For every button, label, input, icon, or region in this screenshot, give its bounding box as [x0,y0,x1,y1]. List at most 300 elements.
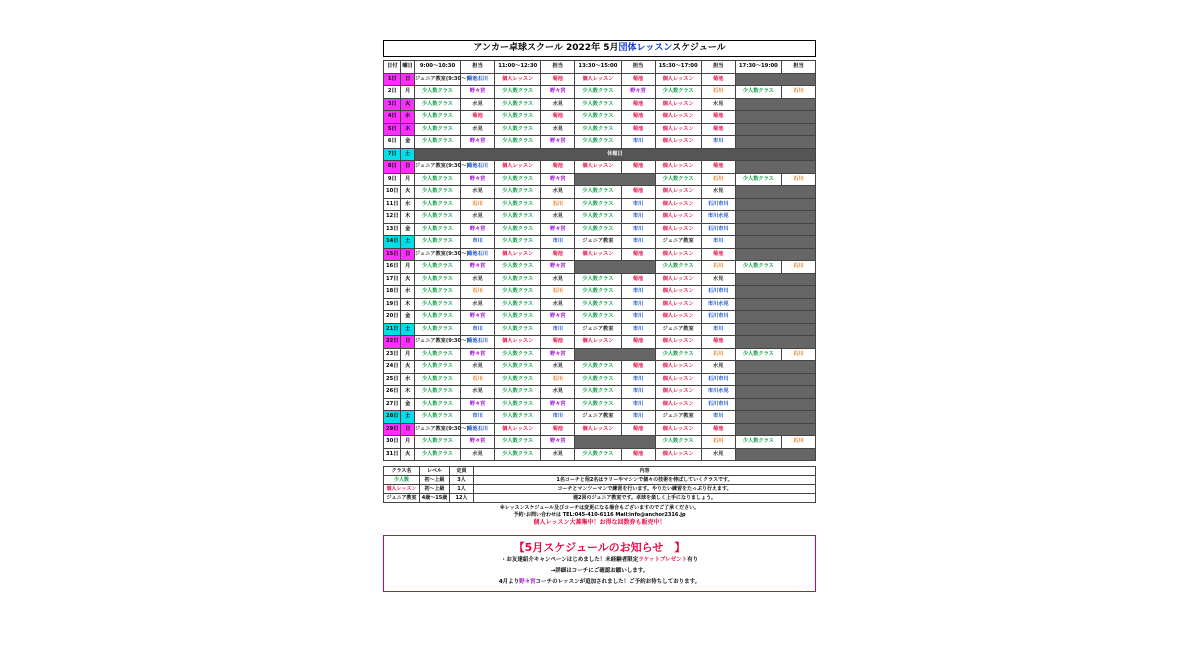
class-cell: 少人数クラス [655,261,701,274]
teacher-cell: 市川 [621,286,655,299]
class-cell: 少人数クラス [575,86,621,99]
teacher-cell: 菊池石川 [461,248,495,261]
class-cell: 個人レッスン [655,311,701,324]
teacher-cell: 菊池 [541,248,575,261]
col-header: 担当 [461,61,495,74]
legend-table [383,466,816,503]
col-header: 担当 [782,61,816,74]
weekday-cell: 日 [401,161,414,174]
class-cell: 少人数クラス [495,211,541,224]
class-cell: 個人レッスン [655,123,701,136]
class-cell: 少人数クラス [495,111,541,124]
class-cell: 個人レッスン [655,111,701,124]
teacher-cell: 市川 [461,236,495,249]
teacher-cell: 石川 [782,86,816,99]
empty-slot [735,186,815,199]
schedule-row [384,223,816,236]
date-cell: 12日 [384,211,401,224]
schedule-row [384,198,816,211]
class-cell: 少人数クラス [495,311,541,324]
class-cell: 少人数クラス [414,436,460,449]
col-header: 担当 [621,61,655,74]
class-cell: 個人レッスン [575,73,621,86]
date-cell: 24日 [384,361,401,374]
teacher-cell: 石川市川 [701,223,735,236]
date-cell: 27日 [384,398,401,411]
teacher-cell: 菊池石川 [461,161,495,174]
schedule-row [384,298,816,311]
teacher-cell: 水見 [541,298,575,311]
teacher-cell: 菊池 [621,186,655,199]
class-cell: 少人数クラス [575,123,621,136]
schedule-row [384,98,816,111]
legend-capacity: 12人 [450,494,474,503]
class-cell: 少人数クラス [495,436,541,449]
class-cell: 少人数クラス [495,273,541,286]
weekday-cell: 火 [401,361,414,374]
weekday-cell: 火 [401,273,414,286]
teacher-cell: 石川市川 [701,398,735,411]
teacher-cell: 野々宮 [541,86,575,99]
class-cell: 少人数クラス [735,86,781,99]
class-cell: ジュニア教室(9:30〜) [414,73,460,86]
class-cell: 少人数クラス [495,386,541,399]
teacher-cell: 石川 [461,373,495,386]
class-cell: 個人レッスン [495,423,541,436]
schedule-row [384,236,816,249]
notice-title: 【5月スケジュールのお知らせ 】 [513,541,686,554]
schedule-row [384,173,816,186]
teacher-cell: 菊池 [701,123,735,136]
class-cell: 個人レッスン [655,198,701,211]
class-cell: 少人数クラス [495,261,541,274]
teacher-cell: 菊池 [701,111,735,124]
date-cell: 14日 [384,236,401,249]
teacher-cell: 水見 [461,211,495,224]
teacher-cell: 石川 [461,286,495,299]
teacher-cell: 石川 [782,173,816,186]
weekday-cell: 月 [401,261,414,274]
notice-line-campaign: ・お友達紹介キャンペーンはじめました！未経験者限定ラケットプレゼント有り [500,557,699,563]
schedule-row [384,436,816,449]
schedule-row [384,111,816,124]
weekday-cell: 日 [401,423,414,436]
legend-row [384,476,816,485]
date-cell: 3日 [384,98,401,111]
weekday-cell: 日 [401,73,414,86]
teacher-cell: 石川 [782,348,816,361]
col-header: 9:00〜10:30 [414,61,460,74]
class-cell: 少人数クラス [575,98,621,111]
schedule-row [384,73,816,86]
teacher-cell: 菊池 [541,336,575,349]
weekday-cell: 火 [401,98,414,111]
class-cell: 少人数クラス [575,186,621,199]
class-cell: 少人数クラス [414,236,460,249]
weekday-cell: 月 [401,436,414,449]
weekday-cell: 水 [401,286,414,299]
teacher-cell: 市川 [621,411,655,424]
class-cell: 少人数クラス [414,111,460,124]
class-cell: 少人数クラス [575,136,621,149]
empty-slot [735,273,815,286]
teacher-cell: 水見 [461,448,495,461]
teacher-cell: 菊池 [621,98,655,111]
teacher-cell: 水見 [541,273,575,286]
class-cell: 少人数クラス [495,236,541,249]
date-cell: 13日 [384,223,401,236]
class-cell: 個人レッスン [495,248,541,261]
empty-slot [735,161,815,174]
teacher-cell: 水見 [541,186,575,199]
weekday-cell: 木 [401,386,414,399]
col-header: 11:00〜12:30 [495,61,541,74]
class-cell: 個人レッスン [655,248,701,261]
class-cell: 少人数クラス [414,286,460,299]
schedule-title: アンカー卓球スクール 2022年 5月団体レッスンスケジュール [383,40,816,57]
schedule-row [384,361,816,374]
teacher-cell: 水見 [701,186,735,199]
class-cell: 少人数クラス [495,323,541,336]
date-cell: 1日 [384,73,401,86]
class-cell: ジュニア教室 [655,236,701,249]
schedule-row [384,373,816,386]
class-cell: 個人レッスン [655,273,701,286]
teacher-cell: 市川 [621,236,655,249]
empty-slot [735,386,815,399]
date-cell: 23日 [384,348,401,361]
teacher-cell: 水見 [461,361,495,374]
schedule-row [384,323,816,336]
empty-slot [735,423,815,436]
teacher-cell: 菊池 [621,448,655,461]
teacher-cell: 市川 [621,198,655,211]
schedule-row [384,211,816,224]
class-cell: 少人数クラス [414,323,460,336]
date-cell: 19日 [384,298,401,311]
teacher-cell: 石川市川 [701,311,735,324]
empty-slot [735,198,815,211]
teacher-cell: 菊池 [701,73,735,86]
teacher-cell: 石川 [541,198,575,211]
class-cell: 少人数クラス [414,373,460,386]
date-cell: 31日 [384,448,401,461]
schedule-row [384,286,816,299]
class-cell: 少人数クラス [495,361,541,374]
date-cell: 8日 [384,161,401,174]
teacher-cell: 市川 [621,373,655,386]
class-cell: 個人レッスン [655,336,701,349]
empty-slot [735,73,815,86]
teacher-cell: 野々宮 [541,223,575,236]
teacher-cell: 菊池 [621,111,655,124]
teacher-cell: 菊池 [621,273,655,286]
teacher-cell: 野々宮 [541,311,575,324]
col-header: 15:30〜17:00 [655,61,701,74]
empty-slot [735,411,815,424]
empty-slot [575,348,655,361]
weekday-cell: 火 [401,186,414,199]
class-cell: ジュニア教室 [575,236,621,249]
class-cell: 個人レッスン [655,386,701,399]
date-cell: 16日 [384,261,401,274]
class-cell: 個人レッスン [575,161,621,174]
class-cell: 個人レッスン [655,211,701,224]
teacher-cell: 市川 [621,211,655,224]
class-cell: ジュニア教室(9:30〜) [414,336,460,349]
teacher-cell: 石川 [701,261,735,274]
empty-slot [575,173,655,186]
class-cell: ジュニア教室 [575,411,621,424]
class-cell: 少人数クラス [414,173,460,186]
class-cell: 少人数クラス [575,198,621,211]
teacher-cell: 石川市川 [701,373,735,386]
teacher-cell: 市川 [621,323,655,336]
class-cell: 少人数クラス [495,411,541,424]
empty-slot [735,286,815,299]
teacher-cell: 水見 [461,98,495,111]
teacher-cell: 菊池 [621,161,655,174]
teacher-cell: 菊池 [461,111,495,124]
legend-header: レベル [420,467,450,476]
class-cell: 少人数クラス [495,348,541,361]
teacher-cell: 菊池 [701,423,735,436]
date-cell: 17日 [384,273,401,286]
legend-row [384,485,816,494]
weekday-cell: 木 [401,123,414,136]
teacher-cell: 菊池 [621,73,655,86]
schedule-row [384,248,816,261]
notice-line-detail: →詳細はコーチにご確認お願いします。 [550,568,649,574]
note-contact: 予約･お問い合わせは TEL:045-410-6116 Mail:info@anchor2316.jp [513,512,686,518]
schedule-document [383,40,816,526]
legend-class-name: 個人レッスン [384,485,420,494]
schedule-row [384,148,816,161]
schedule-row [384,186,816,199]
class-cell: 少人数クラス [495,286,541,299]
teacher-cell: 石川 [701,348,735,361]
legend-capacity: 3人 [450,476,474,485]
legend-level: 初〜上級 [420,485,450,494]
class-cell: 少人数クラス [414,123,460,136]
date-cell: 29日 [384,423,401,436]
teacher-cell: 水見 [701,361,735,374]
empty-slot [735,248,815,261]
weekday-cell: 木 [401,211,414,224]
class-cell: 個人レッスン [655,373,701,386]
col-header: 13:30〜15:00 [575,61,621,74]
teacher-cell: 市川 [621,311,655,324]
teacher-cell: 石川 [782,436,816,449]
teacher-cell: 水見 [541,211,575,224]
empty-slot [575,261,655,274]
class-cell: 少人数クラス [655,173,701,186]
teacher-cell: 水見 [461,123,495,136]
teacher-cell: 菊池石川 [461,73,495,86]
empty-slot [735,398,815,411]
weekday-cell: 金 [401,223,414,236]
class-cell: ジュニア教室(9:30〜) [414,161,460,174]
schedule-header-row [384,61,816,74]
schedule-row [384,448,816,461]
class-cell: 少人数クラス [414,261,460,274]
legend-class-name: 少人数 [384,476,420,485]
class-cell: ジュニア教室(9:30〜) [414,248,460,261]
weekday-cell: 金 [401,398,414,411]
date-cell: 4日 [384,111,401,124]
empty-slot [735,373,815,386]
teacher-cell: 野々宮 [541,398,575,411]
class-cell: 個人レッスン [655,361,701,374]
class-cell: 個人レッスン [655,298,701,311]
teacher-cell: 水見 [541,448,575,461]
class-cell: 少人数クラス [414,411,460,424]
teacher-cell: 菊池 [621,248,655,261]
class-cell: 少人数クラス [414,298,460,311]
col-header: 日付 [384,61,401,74]
schedule-table [383,60,816,461]
note-promo: 個人レッスン大募集中！お得な回数券も販売中！ [533,519,666,526]
teacher-cell: 石川 [461,198,495,211]
class-cell: 個人レッスン [495,73,541,86]
class-cell: 少人数クラス [495,123,541,136]
weekday-cell: 木 [401,298,414,311]
empty-slot [735,336,815,349]
teacher-cell: 水見 [461,186,495,199]
teacher-cell: 市川 [541,236,575,249]
weekday-cell: 水 [401,373,414,386]
notice-box [383,535,816,592]
date-cell: 18日 [384,286,401,299]
teacher-cell: 野々宮 [621,86,655,99]
weekday-cell: 金 [401,136,414,149]
legend-level: 4歳〜15歳 [420,494,450,503]
legend-header: 内容 [474,467,816,476]
teacher-cell: 石川 [701,86,735,99]
schedule-body [384,73,816,461]
teacher-cell: 水見 [541,123,575,136]
class-cell: 少人数クラス [575,298,621,311]
empty-slot [735,136,815,149]
class-cell: 少人数クラス [414,223,460,236]
weekday-cell: 月 [401,173,414,186]
col-header: 曜日 [401,61,414,74]
empty-slot [735,111,815,124]
class-cell: 少人数クラス [575,111,621,124]
class-cell: 少人数クラス [655,436,701,449]
teacher-cell: 石川 [701,436,735,449]
class-cell: 個人レッスン [495,336,541,349]
teacher-cell: 市川 [701,236,735,249]
legend-header: 定員 [450,467,474,476]
teacher-cell: 野々宮 [461,173,495,186]
date-cell: 28日 [384,411,401,424]
weekday-cell: 金 [401,311,414,324]
teacher-cell: 菊池 [541,423,575,436]
class-cell: 少人数クラス [575,386,621,399]
class-cell: 少人数クラス [414,98,460,111]
date-cell: 2日 [384,86,401,99]
teacher-cell: 菊池 [621,336,655,349]
teacher-cell: 水見 [701,273,735,286]
class-cell: 少人数クラス [495,448,541,461]
class-cell: 少人数クラス [655,86,701,99]
teacher-cell: 水見 [461,386,495,399]
teacher-cell: 菊池 [541,161,575,174]
teacher-cell: 市川 [541,323,575,336]
teacher-cell: 菊池 [541,73,575,86]
teacher-cell: 野々宮 [541,173,575,186]
date-cell: 6日 [384,136,401,149]
empty-slot [735,323,815,336]
class-cell: ジュニア教室 [655,411,701,424]
schedule-row [384,423,816,436]
teacher-cell: 市川 [701,411,735,424]
schedule-row [384,348,816,361]
notes [383,505,816,526]
schedule-row [384,411,816,424]
class-cell: 少人数クラス [414,361,460,374]
empty-slot [735,123,815,136]
class-cell: 少人数クラス [414,311,460,324]
empty-slot [735,311,815,324]
legend-capacity: 1人 [450,485,474,494]
closed-cell: 休館日 [414,148,815,161]
class-cell: 少人数クラス [735,348,781,361]
empty-slot [735,298,815,311]
teacher-cell: 水見 [461,273,495,286]
class-cell: 少人数クラス [495,198,541,211]
schedule-row [384,386,816,399]
class-cell: ジュニア教室 [655,323,701,336]
schedule-row [384,86,816,99]
teacher-cell: 野々宮 [461,136,495,149]
teacher-cell: 菊池 [701,248,735,261]
date-cell: 30日 [384,436,401,449]
teacher-cell: 石川 [782,261,816,274]
teacher-cell: 市川 [621,398,655,411]
teacher-cell: 水見 [701,98,735,111]
col-header: 担当 [701,61,735,74]
schedule-row [384,398,816,411]
date-cell: 20日 [384,311,401,324]
class-cell: 少人数クラス [495,398,541,411]
class-cell: 少人数クラス [575,373,621,386]
teacher-cell: 菊池石川 [461,336,495,349]
teacher-cell: 菊池石川 [461,423,495,436]
class-cell: 少人数クラス [735,436,781,449]
class-cell: 個人レッスン [495,161,541,174]
weekday-cell: 土 [401,323,414,336]
empty-slot [735,361,815,374]
class-cell: 少人数クラス [575,211,621,224]
class-cell: ジュニア教室(9:30〜) [414,423,460,436]
schedule-row [384,123,816,136]
teacher-cell: 野々宮 [461,261,495,274]
schedule-row [384,136,816,149]
teacher-cell: 菊池 [621,361,655,374]
date-cell: 26日 [384,386,401,399]
teacher-cell: 石川 [701,173,735,186]
teacher-cell: 野々宮 [541,261,575,274]
date-cell: 25日 [384,373,401,386]
class-cell: 個人レッスン [655,398,701,411]
class-cell: 少人数クラス [575,311,621,324]
teacher-cell: 市川水見 [701,386,735,399]
teacher-cell: 水見 [461,298,495,311]
teacher-cell: 野々宮 [461,398,495,411]
teacher-cell: 石川 [541,373,575,386]
